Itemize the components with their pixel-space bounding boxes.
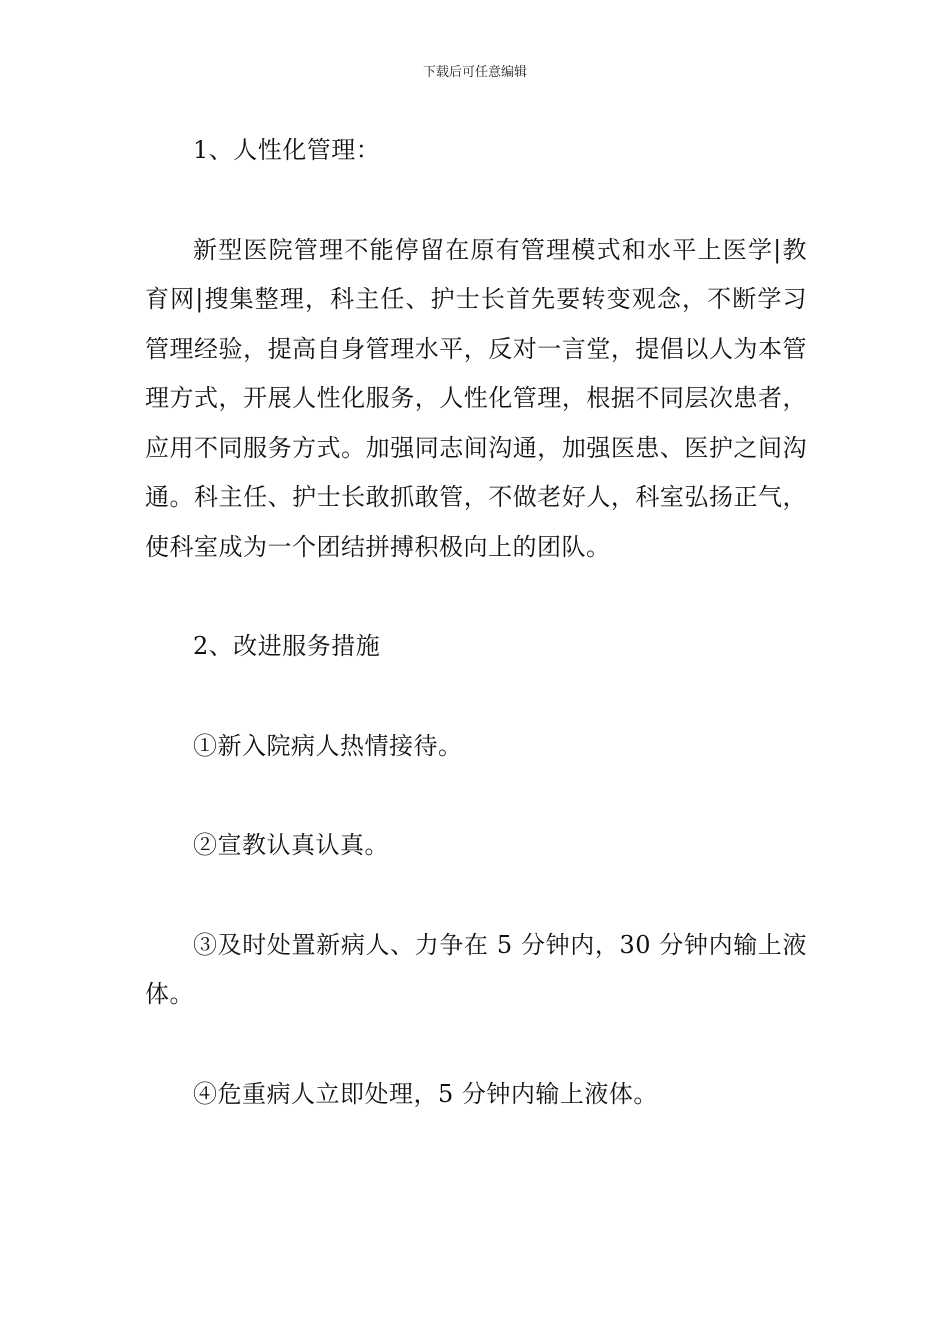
list-item-4: ④危重病人立即处理，5 分钟内输上液体。 — [193, 1079, 658, 1108]
section-heading-1: 1、人性化管理： — [193, 136, 381, 164]
list-item-3: ③及时处置新病人、力争在 5 分钟内，30 分钟内输上液体。 — [145, 930, 807, 1008]
page-header: 下载后可任意编辑 — [422, 65, 527, 80]
section-paragraph-1: 新型医院管理不能停留在原有管理模式和水平上医学|教育网|搜集整理，科主任、护士长首先要转变观念，不断学习管理经验，提高自身管理水平，反对一言堂，提倡以人为本管理方式，开展人性化服务，人性化管理，根据不同层次患者，应用不同服务方式。加强同志间沟通，加强医患、医护之间沟通。科主任、护士长敢抓敢管，不做老好人，科室弘扬正气，使科室成为一个团结拼搏积极向上的团队。 — [145, 235, 807, 561]
list-item-2: ②宣教认真认真。 — [193, 831, 389, 859]
document-body — [145, 126, 807, 1169]
list-item-1: ①新入院病人热情接待。 — [193, 731, 463, 760]
section-heading-2: 2、改进服务措施 — [193, 632, 381, 660]
